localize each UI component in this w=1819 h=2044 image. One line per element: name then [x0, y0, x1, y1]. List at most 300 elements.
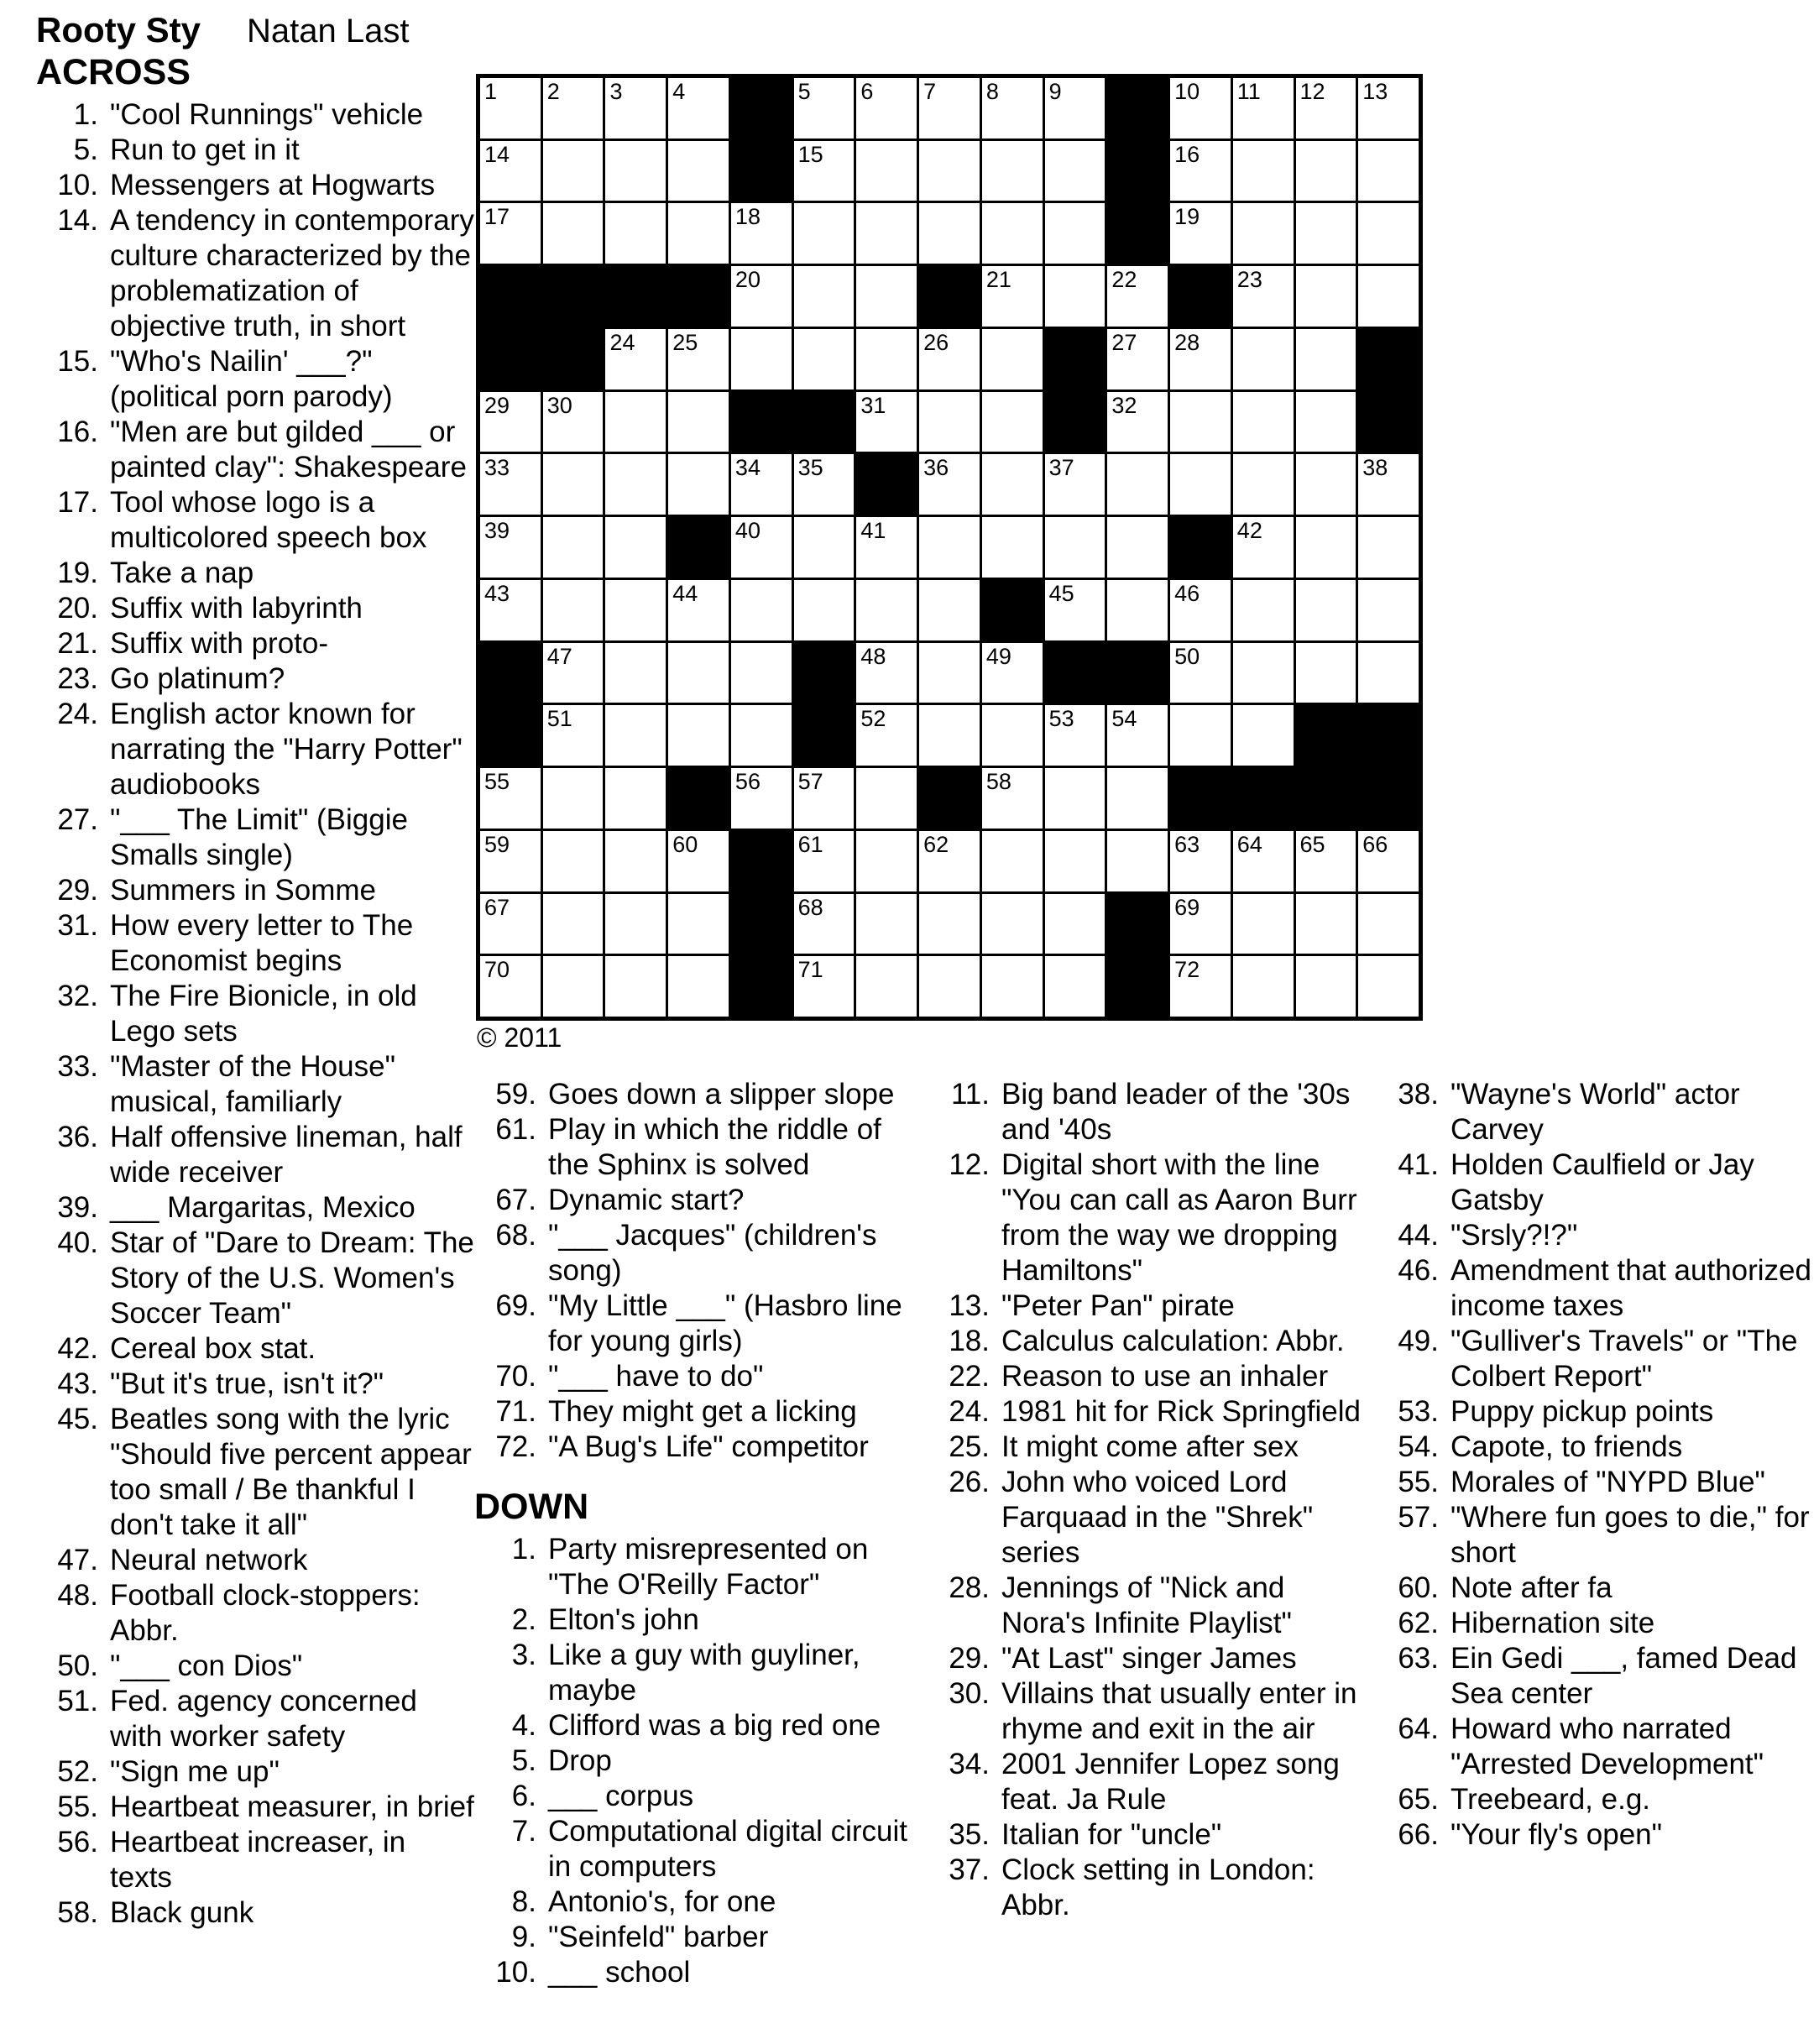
grid-cell[interactable]: [543, 705, 604, 766]
grid-cell[interactable]: [1170, 643, 1231, 703]
grid-cell[interactable]: [1358, 203, 1419, 264]
grid-cell[interactable]: [982, 329, 1043, 389]
clue-item: [36, 1895, 474, 1931]
clue-item: [36, 1754, 474, 1790]
grid-cell[interactable]: [1170, 454, 1231, 515]
grid-cell[interactable]: [605, 705, 666, 766]
clue-text: Puppy pickup points: [1450, 1395, 1714, 1428]
grid-cell[interactable]: [1296, 517, 1356, 578]
black-square: [731, 831, 792, 891]
grid-cell[interactable]: [1296, 894, 1356, 954]
grid-cell[interactable]: [605, 141, 666, 201]
grid-cell[interactable]: [794, 580, 855, 640]
clue-item: [36, 979, 474, 1049]
clue-number: 55.: [57, 1790, 98, 1823]
grid-cell[interactable]: [1233, 266, 1294, 327]
grid-cell[interactable]: [1107, 705, 1168, 766]
grid-cell[interactable]: [1107, 392, 1168, 452]
grid-cell[interactable]: [919, 580, 980, 640]
clue-item: [36, 203, 474, 344]
grid-cell[interactable]: [543, 768, 604, 829]
grid-cell[interactable]: [668, 705, 729, 766]
grid-cell[interactable]: [543, 454, 604, 515]
grid-cell[interactable]: [794, 768, 855, 829]
grid-cell[interactable]: [1296, 203, 1356, 264]
clue-number: 26.: [949, 1466, 990, 1498]
grid-cell[interactable]: [794, 141, 855, 201]
grid-cell[interactable]: [1107, 454, 1168, 515]
grid-cell[interactable]: [543, 141, 604, 201]
clue-item: [36, 1649, 474, 1684]
clue-item: [1377, 1500, 1819, 1571]
grid-cell[interactable]: [794, 956, 855, 1017]
cell-number: 71: [797, 957, 823, 983]
clue-item: [36, 626, 474, 661]
grid-cell[interactable]: [605, 831, 666, 891]
grid-cell[interactable]: [1045, 768, 1106, 829]
grid-cell[interactable]: [1233, 831, 1294, 891]
clue-item: [36, 168, 474, 203]
grid-cell[interactable]: [856, 78, 917, 139]
clue-text: Jennings of "Nick and Nora's Infinite Playlist": [1001, 1571, 1292, 1639]
grid-cell[interactable]: [543, 956, 604, 1017]
clue-number: 60.: [1398, 1571, 1439, 1604]
clue-text: "Cool Runnings" vehicle: [110, 98, 424, 131]
clue-text: Elton's john: [548, 1603, 699, 1636]
cell-number: 56: [734, 769, 761, 795]
clue-item: [1377, 1465, 1819, 1500]
grid-cell[interactable]: [731, 768, 792, 829]
clue-item: [928, 1077, 1368, 1147]
clue-number: 7.: [511, 1815, 536, 1848]
grid-cell[interactable]: [856, 392, 917, 452]
black-square: [1170, 266, 1231, 327]
grid-cell[interactable]: [668, 454, 729, 515]
clue-item: [36, 1120, 474, 1190]
grid-cell[interactable]: [605, 454, 666, 515]
grid-cell[interactable]: [856, 266, 917, 327]
grid-cell[interactable]: [856, 517, 917, 578]
cell-number: 12: [1299, 79, 1325, 104]
clue-text: "Men are but gilded ___ or painted clay": Shakespeare: [110, 416, 467, 484]
grid-cell[interactable]: [1170, 894, 1231, 954]
grid-cell[interactable]: [1296, 266, 1356, 327]
clue-number: 3.: [511, 1639, 536, 1671]
cell-number: 26: [923, 329, 949, 355]
cell-number: 6: [860, 79, 874, 104]
grid-cell[interactable]: [919, 643, 980, 703]
cell-number: 53: [1048, 706, 1074, 732]
grid-cell[interactable]: [919, 141, 980, 201]
grid-cell[interactable]: [1296, 956, 1356, 1017]
grid-cell[interactable]: [731, 329, 792, 389]
grid-cell[interactable]: [1170, 831, 1231, 891]
grid-cell[interactable]: [856, 329, 917, 389]
grid-cell[interactable]: [1045, 580, 1106, 640]
grid-cell[interactable]: [1107, 580, 1168, 640]
grid-cell[interactable]: [480, 580, 541, 640]
grid-cell[interactable]: [1107, 329, 1168, 389]
grid-cell[interactable]: [794, 894, 855, 954]
grid-cell[interactable]: [1358, 454, 1419, 515]
grid-cell[interactable]: [856, 203, 917, 264]
grid-cell[interactable]: [543, 203, 604, 264]
grid-cell[interactable]: [668, 831, 729, 891]
grid-cell[interactable]: [1170, 329, 1231, 389]
grid-cell[interactable]: [1233, 78, 1294, 139]
clue-text: Villains that usually enter in rhyme and exit in the air: [1001, 1677, 1357, 1745]
grid-cell[interactable]: [1358, 831, 1419, 891]
clue-item: [1377, 1394, 1819, 1430]
clue-item: [928, 1289, 1368, 1324]
grid-cell[interactable]: [1233, 392, 1294, 452]
cell-number: 19: [1174, 204, 1200, 230]
cell-number: 27: [1111, 329, 1137, 355]
grid-cell[interactable]: [668, 392, 729, 452]
grid-cell[interactable]: [480, 392, 541, 452]
grid-cell[interactable]: [605, 517, 666, 578]
grid-cell[interactable]: [982, 266, 1043, 327]
clue-number: 45.: [57, 1403, 98, 1435]
grid-cell[interactable]: [1358, 78, 1419, 139]
grid-cell[interactable]: [919, 78, 980, 139]
clue-number: 4.: [511, 1709, 536, 1742]
grid-cell[interactable]: [1170, 78, 1231, 139]
grid-cell[interactable]: [794, 203, 855, 264]
grid-cell[interactable]: [731, 454, 792, 515]
grid-cell[interactable]: [1233, 643, 1294, 703]
grid-cell[interactable]: [668, 580, 729, 640]
clue-item: [36, 344, 474, 415]
grid-cell[interactable]: [794, 454, 855, 515]
clue-number: 28.: [949, 1571, 990, 1604]
grid-cell[interactable]: [543, 894, 604, 954]
grid-cell[interactable]: [856, 894, 917, 954]
grid-cell[interactable]: [1045, 266, 1106, 327]
grid-cell[interactable]: [794, 78, 855, 139]
cell-number: 7: [923, 79, 937, 104]
grid-cell[interactable]: [1233, 454, 1294, 515]
grid-cell[interactable]: [982, 831, 1043, 891]
grid-cell[interactable]: [731, 643, 792, 703]
clue-text: Dynamic start?: [548, 1184, 745, 1216]
grid-cell[interactable]: [919, 329, 980, 389]
grid-cell[interactable]: [982, 517, 1043, 578]
clue-item: [928, 1359, 1368, 1394]
grid-cell[interactable]: [1233, 894, 1294, 954]
clue-item: [36, 97, 474, 133]
clue-item: [474, 1359, 919, 1394]
clue-text: "Seinfeld" barber: [548, 1921, 769, 1953]
grid-cell[interactable]: [605, 643, 666, 703]
grid-cell[interactable]: [605, 894, 666, 954]
clue-item: [1377, 1571, 1819, 1606]
across-heading: ACROSS: [36, 52, 191, 92]
grid-cell[interactable]: [856, 831, 917, 891]
grid-cell[interactable]: [1045, 831, 1106, 891]
grid-cell[interactable]: [668, 329, 729, 389]
grid-cell[interactable]: [731, 517, 792, 578]
cell-number: 51: [546, 706, 572, 732]
clue-text: "But it's true, isn't it?": [110, 1367, 384, 1400]
grid-cell[interactable]: [919, 392, 980, 452]
grid-cell[interactable]: [543, 580, 604, 640]
puzzle-byline: Natan Last: [247, 13, 410, 50]
black-square: [480, 266, 541, 327]
clue-text: "Gulliver's Travels" or "The Colbert Report": [1450, 1325, 1798, 1393]
clue-column-2: [474, 1077, 919, 1990]
clue-text: Treebeard, e.g.: [1450, 1783, 1651, 1816]
grid-cell[interactable]: [982, 78, 1043, 139]
grid-cell[interactable]: [1045, 894, 1106, 954]
grid-cell[interactable]: [543, 643, 604, 703]
clue-number: 40.: [57, 1226, 98, 1259]
grid-cell[interactable]: [1233, 580, 1294, 640]
grid-cell[interactable]: [543, 392, 604, 452]
grid-cell[interactable]: [480, 78, 541, 139]
grid-cell[interactable]: [480, 831, 541, 891]
clue-item: [1377, 1147, 1819, 1218]
clue-item: [36, 873, 474, 908]
grid-cell[interactable]: [668, 203, 729, 264]
grid-cell[interactable]: [982, 392, 1043, 452]
cell-number: 45: [1048, 580, 1074, 606]
grid-cell[interactable]: [480, 517, 541, 578]
crossword-grid[interactable]: [476, 74, 1423, 1021]
grid-cell[interactable]: [731, 705, 792, 766]
grid-cell[interactable]: [668, 141, 729, 201]
grid-cell[interactable]: [1170, 141, 1231, 201]
grid-cell[interactable]: [668, 643, 729, 703]
grid-cell[interactable]: [1045, 78, 1106, 139]
clue-item: [474, 1955, 919, 1990]
grid-cell[interactable]: [480, 454, 541, 515]
clue-number: 32.: [57, 980, 98, 1012]
clue-number: 69.: [495, 1289, 536, 1322]
clue-text: Take a nap: [110, 557, 254, 589]
grid-cell[interactable]: [1358, 266, 1419, 327]
clue-text: Big band leader of the '30s and '40s: [1001, 1078, 1351, 1146]
grid-cell[interactable]: [1107, 768, 1168, 829]
cell-number: 55: [484, 769, 510, 795]
black-square: [1170, 768, 1231, 829]
grid-cell[interactable]: [1170, 956, 1231, 1017]
grid-cell[interactable]: [1358, 894, 1419, 954]
grid-cell[interactable]: [1107, 831, 1168, 891]
grid-cell[interactable]: [1296, 141, 1356, 201]
grid-cell[interactable]: [543, 78, 604, 139]
grid-cell[interactable]: [1358, 643, 1419, 703]
grid-cell[interactable]: [605, 580, 666, 640]
grid-cell[interactable]: [1045, 705, 1106, 766]
grid-cell[interactable]: [1296, 392, 1356, 452]
grid-cell[interactable]: [605, 329, 666, 389]
clue-number: 19.: [57, 557, 98, 589]
grid-cell[interactable]: [982, 768, 1043, 829]
clue-number: 29.: [949, 1642, 990, 1675]
grid-cell[interactable]: [543, 517, 604, 578]
grid-cell[interactable]: [605, 392, 666, 452]
clue-number: 55.: [1398, 1466, 1439, 1498]
clue-number: 2.: [511, 1603, 536, 1636]
grid-cell[interactable]: [480, 894, 541, 954]
grid-cell[interactable]: [856, 956, 917, 1017]
grid-cell[interactable]: [794, 266, 855, 327]
grid-cell[interactable]: [856, 141, 917, 201]
grid-cell[interactable]: [668, 956, 729, 1017]
clue-item: [36, 1331, 474, 1367]
grid-cell[interactable]: [919, 454, 980, 515]
grid-cell[interactable]: [543, 831, 604, 891]
grid-cell[interactable]: [1045, 517, 1106, 578]
clue-item: [474, 1708, 919, 1743]
grid-cell[interactable]: [1233, 517, 1294, 578]
clue-number: 25.: [949, 1430, 990, 1463]
clue-item: [1377, 1641, 1819, 1712]
grid-cell[interactable]: [1296, 831, 1356, 891]
grid-cell[interactable]: [1233, 705, 1294, 766]
clue-text: Football clock-stoppers: Abbr.: [110, 1579, 421, 1647]
grid-cell[interactable]: [919, 831, 980, 891]
clue-text: "Your fly's open": [1450, 1818, 1663, 1851]
grid-cell[interactable]: [1045, 203, 1106, 264]
clue-number: 56.: [57, 1826, 98, 1858]
grid-cell[interactable]: [856, 768, 917, 829]
black-square: [1358, 392, 1419, 452]
grid-cell[interactable]: [1170, 705, 1231, 766]
grid-cell[interactable]: [1233, 141, 1294, 201]
grid-cell[interactable]: [982, 643, 1043, 703]
black-square: [731, 141, 792, 201]
across-clue-column: [36, 52, 474, 1931]
grid-cell[interactable]: [1296, 329, 1356, 389]
grid-cell[interactable]: [731, 203, 792, 264]
grid-cell[interactable]: [856, 580, 917, 640]
grid-cell[interactable]: [856, 643, 917, 703]
grid-cell[interactable]: [1233, 329, 1294, 389]
grid-cell[interactable]: [605, 956, 666, 1017]
puzzle-title: Rooty Sty: [36, 10, 201, 50]
black-square: [1358, 768, 1419, 829]
grid-cell[interactable]: [480, 203, 541, 264]
cell-number: 47: [546, 643, 572, 669]
grid-cell[interactable]: [982, 894, 1043, 954]
grid-cell[interactable]: [731, 580, 792, 640]
grid-cell[interactable]: [605, 203, 666, 264]
clue-text: "___ The Limit" (Biggie Smalls single): [110, 803, 408, 871]
black-square: [1045, 329, 1106, 389]
grid-cell[interactable]: [1358, 956, 1419, 1017]
grid-cell[interactable]: [1358, 580, 1419, 640]
clue-number: 50.: [57, 1649, 98, 1682]
clue-text: Star of "Dare to Dream: The Story of the U.S. Women's Soccer Team": [110, 1226, 474, 1330]
grid-cell[interactable]: [1170, 203, 1231, 264]
grid-cell[interactable]: [1045, 454, 1106, 515]
grid-cell[interactable]: [1045, 141, 1106, 201]
grid-cell[interactable]: [605, 768, 666, 829]
cell-number: 16: [1174, 141, 1200, 167]
cell-number: 1: [484, 79, 498, 104]
grid-cell[interactable]: [1045, 956, 1106, 1017]
grid-cell[interactable]: [919, 705, 980, 766]
grid-cell[interactable]: [731, 266, 792, 327]
clue-number: 66.: [1398, 1818, 1439, 1851]
clue-text: Fed. agency concerned with worker safety: [110, 1685, 417, 1753]
grid-cell[interactable]: [1107, 266, 1168, 327]
grid-cell[interactable]: [982, 454, 1043, 515]
grid-cell[interactable]: [794, 329, 855, 389]
grid-cell[interactable]: [480, 141, 541, 201]
clue-text: Howard who narrated "Arrested Development": [1450, 1712, 1764, 1780]
grid-cell[interactable]: [1296, 78, 1356, 139]
grid-cell[interactable]: [1233, 956, 1294, 1017]
grid-cell[interactable]: [668, 894, 729, 954]
cell-number: 38: [1362, 455, 1388, 481]
grid-cell[interactable]: [1296, 643, 1356, 703]
grid-cell[interactable]: [1107, 517, 1168, 578]
clue-number: 67.: [495, 1184, 536, 1216]
grid-cell[interactable]: [982, 956, 1043, 1017]
cell-number: 59: [484, 831, 510, 857]
grid-cell[interactable]: [982, 203, 1043, 264]
clue-text: Ein Gedi ___, famed Dead Sea center: [1450, 1642, 1797, 1710]
cell-number: 8: [985, 79, 999, 104]
clue-item: [36, 1190, 474, 1226]
grid-cell[interactable]: [668, 78, 729, 139]
grid-cell[interactable]: [1296, 454, 1356, 515]
clue-item: [928, 1324, 1368, 1359]
grid-cell[interactable]: [794, 831, 855, 891]
clue-number: 49.: [1398, 1325, 1439, 1357]
grid-cell[interactable]: [1170, 580, 1231, 640]
clue-number: 57.: [1398, 1501, 1439, 1534]
grid-cell[interactable]: [1358, 141, 1419, 201]
clue-text: Neural network: [110, 1544, 308, 1576]
grid-cell[interactable]: [480, 956, 541, 1017]
grid-cell[interactable]: [919, 894, 980, 954]
grid-cell[interactable]: [982, 141, 1043, 201]
clue-text: Messengers at Hogwarts: [110, 169, 436, 201]
black-square: [731, 956, 792, 1017]
grid-cell[interactable]: [1233, 203, 1294, 264]
clue-item: [36, 556, 474, 591]
grid-cell[interactable]: [1358, 517, 1419, 578]
clue-item: [1377, 1253, 1819, 1324]
black-square: [480, 705, 541, 766]
cell-number: 24: [609, 329, 635, 355]
grid-cell[interactable]: [856, 705, 917, 766]
clue-item: [474, 1112, 919, 1183]
grid-cell[interactable]: [919, 203, 980, 264]
grid-cell[interactable]: [919, 956, 980, 1017]
black-square: [1107, 141, 1168, 201]
clue-text: Calculus calculation: Abbr.: [1001, 1325, 1345, 1357]
grid-cell[interactable]: [1296, 580, 1356, 640]
grid-cell[interactable]: [982, 705, 1043, 766]
clue-text: "A Bug's Life" competitor: [548, 1430, 869, 1463]
grid-cell[interactable]: [919, 517, 980, 578]
grid-cell[interactable]: [794, 517, 855, 578]
grid-cell[interactable]: [605, 78, 666, 139]
down-clue-column-a: [928, 1077, 1368, 1923]
clue-number: 62.: [1398, 1607, 1439, 1639]
black-square: [1107, 894, 1168, 954]
clue-item: [36, 697, 474, 802]
grid-cell[interactable]: [1170, 392, 1231, 452]
clue-item: [36, 1578, 474, 1649]
clue-text: 1981 hit for Rick Springfield: [1001, 1395, 1361, 1428]
grid-cell[interactable]: [480, 768, 541, 829]
